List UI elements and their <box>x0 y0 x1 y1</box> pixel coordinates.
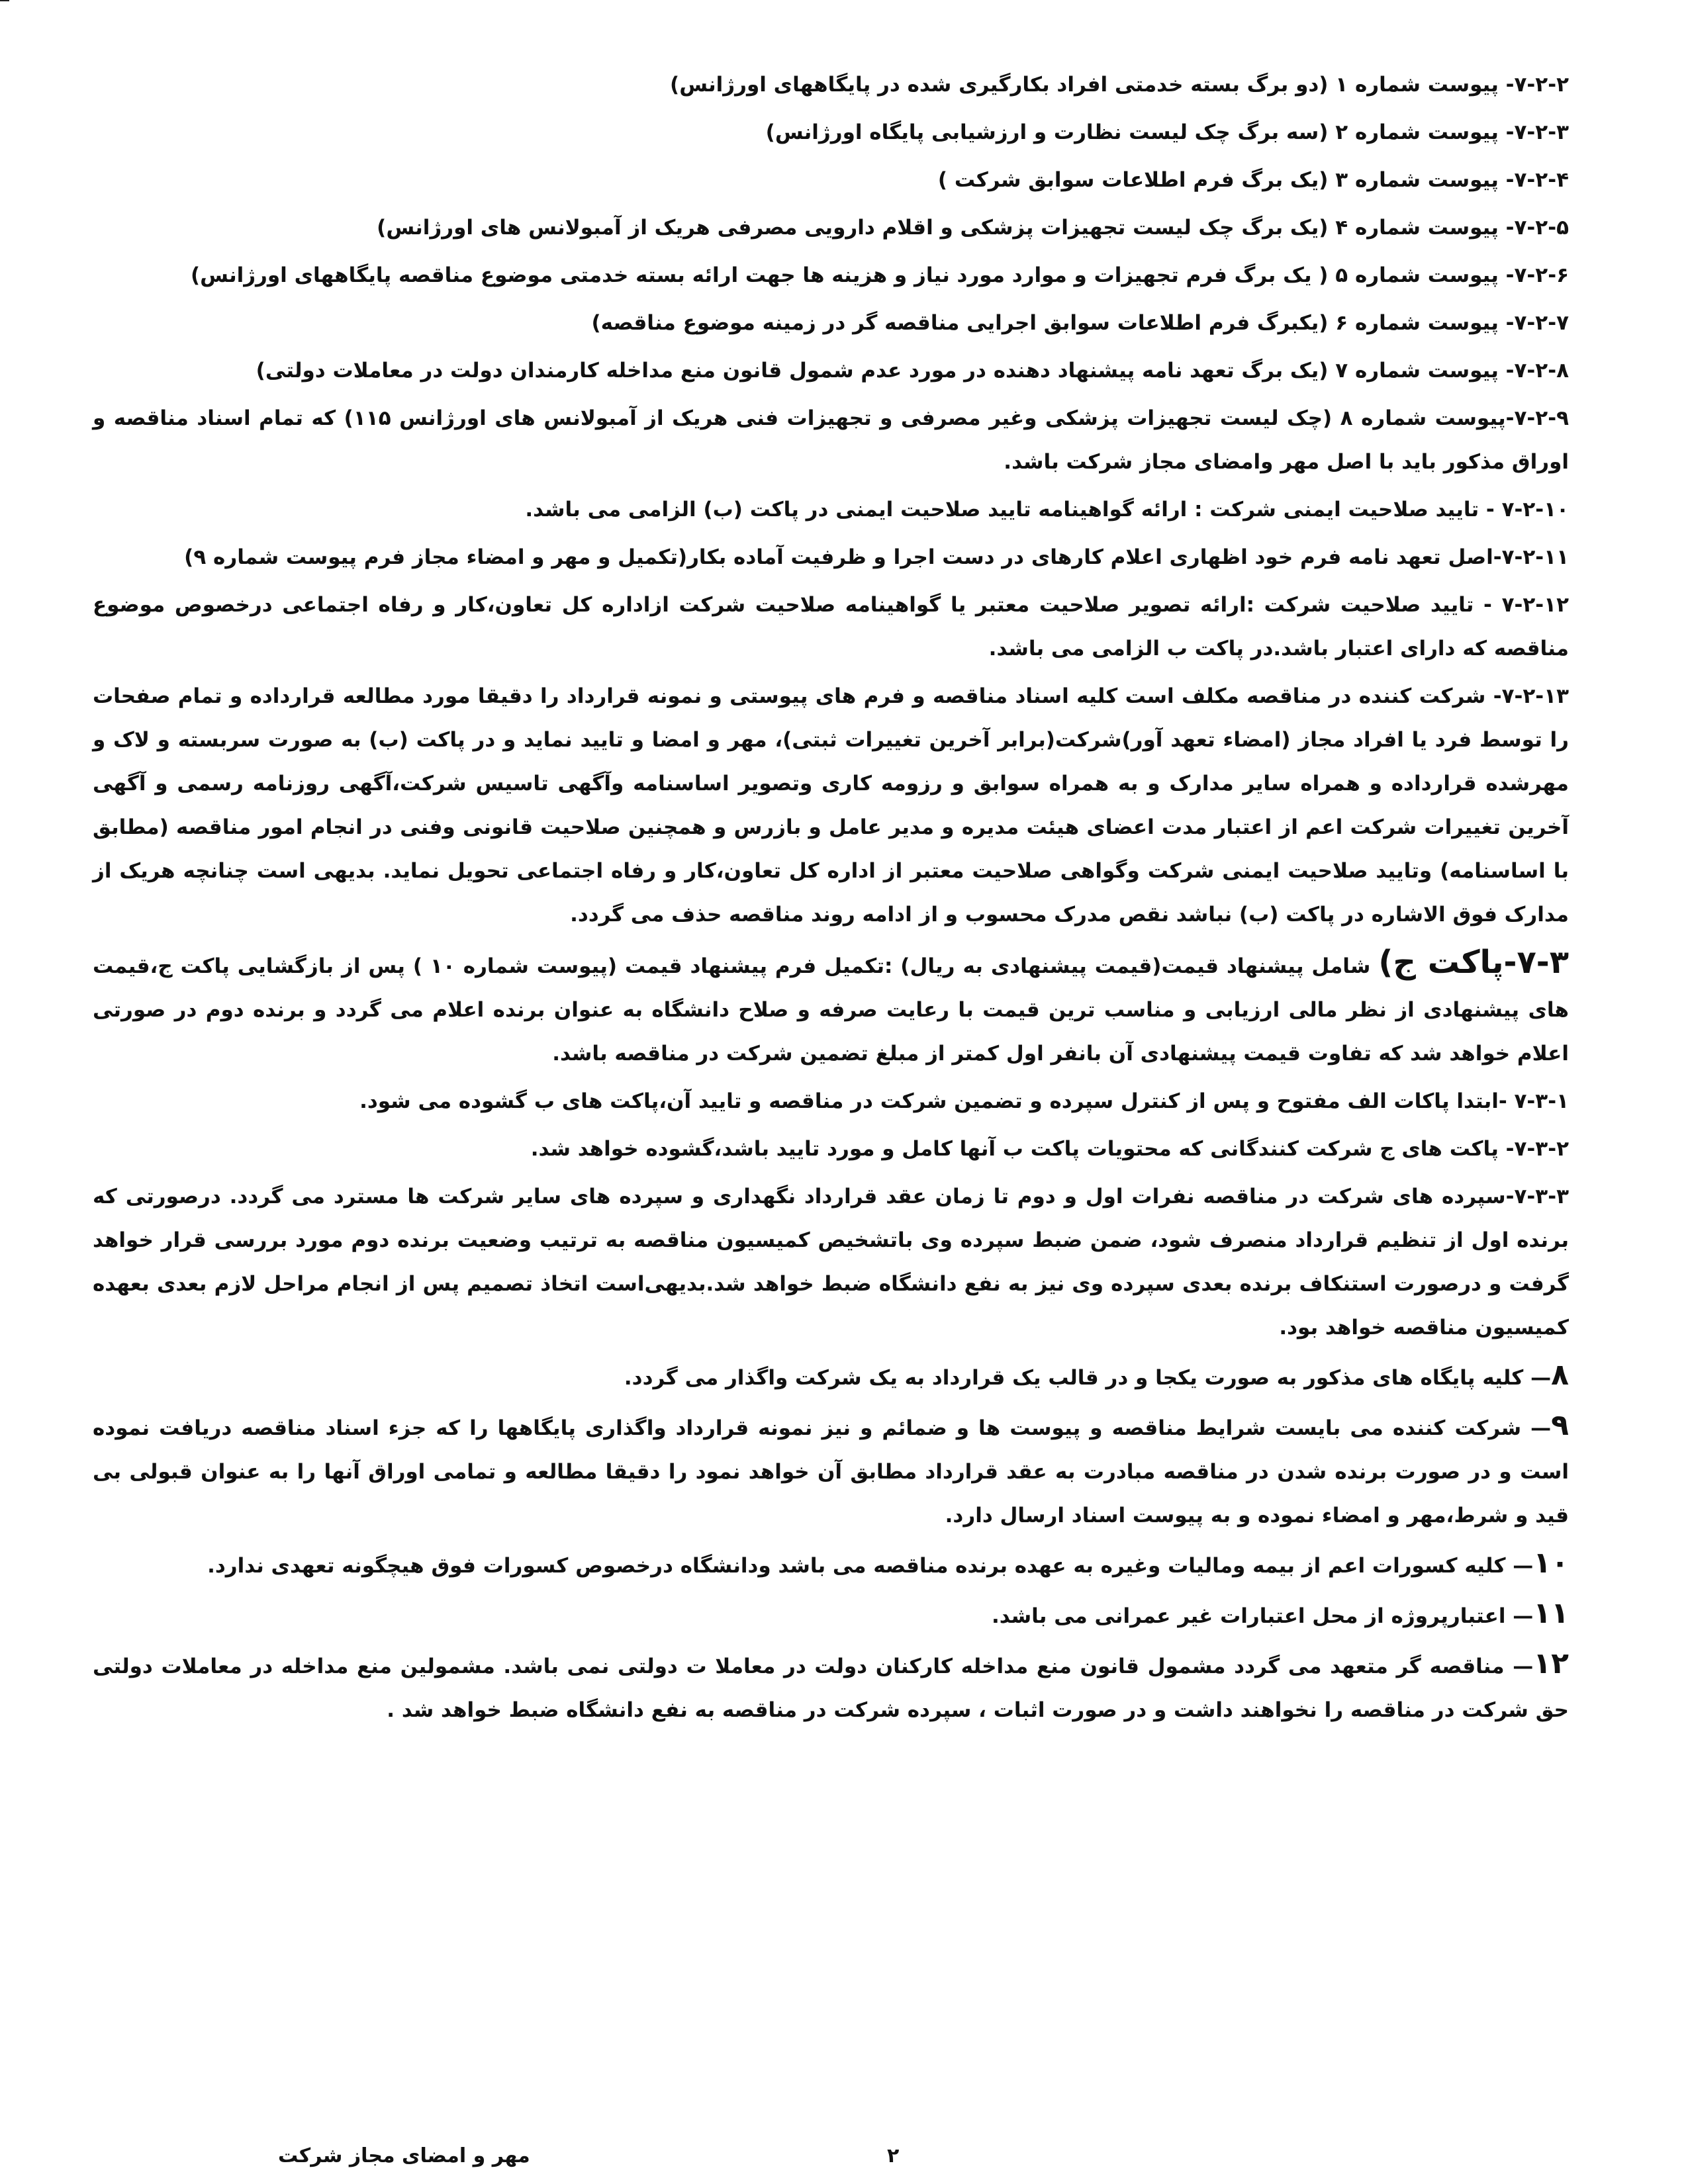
clause-12-number: ۱۲ <box>1533 1647 1569 1680</box>
signature-label: مهر و امضای مجاز شرکت <box>278 2144 530 2167</box>
clause-12 <box>93 1642 1569 1732</box>
section-7-3-heading: ۷-۳-پاکت ج) <box>1378 944 1569 981</box>
document-body <box>93 63 1569 1736</box>
clause-8 <box>93 1353 1569 1400</box>
section-7-3-body: شامل پیشنهاد قیمت(قیمت پیشنهادی به ریال) :تکمیل فرم پیشنهاد قیمت (پیوست شماره ۱۰ ) پس از بازگشایی پاکت ج،قیمت های پیشنهادی از نظر مالی ارزیابی و مناسب ترین قیمت با رعایت صرفه و صلاح دانشگاه به عنوان برنده اعلام می گردد و برنده دوم در صورتی اعلام خواهد شد که تفاوت قیمت پیشنهادی آن بانفر اول کمتر از مبلغ تضمین شرکت در مناقصه باشد. <box>93 954 1569 1066</box>
item-7-2-4: ۷-۲-۴- پیوست شماره ۳ (یک برگ فرم اطلاعات سوابق شرکت ) <box>937 168 1569 192</box>
clause-11-text: — اعتبارپروژه از محل اعتبارات غیر عمرانی می باشد. <box>991 1604 1534 1628</box>
item-7-2-10: ۷-۲-۱۰ - تایید صلاحیت ایمنی شرکت : ارائه گواهینامه تایید صلاحیت ایمنی در پاکت (ب) الزامی می باشد. <box>525 498 1569 522</box>
clause-10 <box>93 1541 1569 1588</box>
clause-9-text: — شرکت کننده می بایست شرایط مناقصه و پیوست ها و ضمائم و نیز نمونه قرارداد واگذاری پایگاهها را که جزء اسناد مناقصه دریافت نموده است و در صورت برنده شدن در مناقصه مبادرت به عقد قرارداد مطابق آن خواهد نمود را دقیقا مطالعه و تمامی اوراق آنها را به عنوان قبولی بی قید و شرط،مهر و امضاء نموده و به پیوست اسناد ارسال دارد. <box>93 1416 1569 1527</box>
item-7-3-2: ۷-۳-۲- پاکت های ج شرکت کنندگانی که محتویات پاکت ب آنها کامل و مورد تایید باشد،گشوده خواهد شد. <box>530 1137 1569 1161</box>
item-7-2-7: ۷-۲-۷- پیوست شماره ۶ (یکبرگ فرم اطلاعات سوابق اجرایی مناقصه گر در زمینه موضوع مناقصه) <box>591 311 1569 335</box>
page-number: ۲ <box>887 2144 900 2167</box>
page-corner-mark <box>0 0 9 1</box>
item-7-3-1: ۷-۳-۱ -ابتدا پاکات الف مفتوح و پس از کنترل سپرده و تضمین شرکت در مناقصه و تایید آن،پاکت های ب گشوده می شود. <box>359 1089 1569 1113</box>
item-7-2-13: ۷-۲-۱۳- شرکت کننده در مناقصه مکلف است کلیه اسناد مناقصه و فرم های پیوستی و نمونه قرارداد را دقیقا مورد مطالعه قرارداده و تمام صفحات را توسط فرد یا افراد مجاز (امضاء تعهد آور)شرکت(برابر آخرین تغییرات ثبتی)، مهر و امضا و تایید نماید و در پاکت (ب) به صورت سربسته و لاک و مهرشده قرارداده و همراه سایر مدارک و به همراه سوابق و رزومه کاری وتصویر اساسنامه وآگهی تاسیس شرکت،آگهی روزنامه رسمی و آگهی آخرین تغییرات شرکت اعم از اعتبار مدت اعضای هیئت مدیره و مدیر عامل و بازرس و همچنین صلاحیت قانونی وفنی در انجام امور مناقصه (مطابق با اساسنامه) وتایید صلاحیت ایمنی شرکت وگواهی صلاحیت معتبر از اداره کل تعاون،کار و رفاه اجتماعی تحویل نماید. بدیهی است چنانچه هریک از مدارک فوق الاشاره در پاکت (ب) نباشد نقص مدرک محسوب و از ادامه روند مناقصه حذف می گردد. <box>93 684 1569 927</box>
item-7-2-6: ۷-۲-۶- پیوست شماره ۵ ( یک برگ فرم تجهیزات و موارد مورد نیاز و هزینه ها جهت ارائه بسته خدمتی موضوع مناقصه پایگاههای اورژانس) <box>190 263 1569 287</box>
clause-8-number: ۸ <box>1551 1358 1569 1392</box>
clause-12-text: — مناقصه گر متعهد می گردد مشمول قانون منع مداخله کارکنان دولت در معاملا ت دولتی نمی باشد. مشمولین منع مداخله در معاملات دولتی حق شرکت در مناقصه را نخواهند داشت و در صورت اثبات ، سپرده شرکت در مناقصه به نفع دانشگاه ضبط خواهد شد . <box>93 1655 1569 1722</box>
clause-9-number: ۹ <box>1551 1408 1569 1442</box>
clause-11 <box>93 1592 1569 1638</box>
clause-8-text: — کلیه پایگاه های مذکور به صورت یکجا و در قالب یک قرارداد به یک شرکت واگذار می گردد. <box>624 1366 1552 1390</box>
clause-9 <box>93 1404 1569 1537</box>
item-7-2-3: ۷-۲-۳- پیوست شماره ۲ (سه برگ چک لیست نظارت و ارزشیابی پایگاه اورژانس) <box>765 120 1569 144</box>
item-7-2-11: ۷-۲-۱۱-اصل تعهد نامه فرم خود اظهاری اعلام کارهای در دست اجرا و ظرفیت آماده بکار(تکمیل و مهر و امضاء مجاز فرم پیوست شماره ۹) <box>184 545 1569 569</box>
item-7-2-9: ۷-۲-۹-پیوست شماره ۸ (چک لیست تجهیزات پزشکی وغیر مصرفی و تجهیزات فنی هریک از آمبولانس های اورژانس ۱۱۵) که تمام اسناد مناقصه و اوراق مذکور باید با اصل مهر وامضای مجاز شرکت باشد. <box>93 406 1569 474</box>
item-7-2-2: ۷-۲-۲- پیوست شماره ۱ (دو برگ بسته خدمتی افراد بکارگیری شده در پایگاههای اورژانس) <box>670 73 1569 97</box>
clause-11-number: ۱۱ <box>1533 1596 1569 1630</box>
item-7-2-5: ۷-۲-۵- پیوست شماره ۴ (یک برگ چک لیست تجهیزات پزشکی و اقلام دارویی مصرفی هریک از آمبولانس های اورژانس) <box>377 216 1569 240</box>
page-footer <box>0 2144 1688 2184</box>
item-7-2-8: ۷-۲-۸- پیوست شماره ۷ (یک برگ تعهد نامه پیشنهاد دهنده در مورد عدم شمول قانون منع مداخله کارمندان دولت در معاملات دولتی) <box>256 359 1569 383</box>
clause-10-number: ۱۰ <box>1533 1546 1569 1580</box>
section-7-3 <box>93 940 1569 1075</box>
item-7-2-12: ۷-۲-۱۲ - تایید صلاحیت شرکت :ارائه تصویر صلاحیت معتبر یا گواهینامه صلاحیت شرکت ازاداره کل تعاون،کار و رفاه اجتماعی درخصوص موضوع مناقصه که دارای اعتبار باشد.در پاکت ب الزامی می باشد. <box>93 593 1569 660</box>
item-7-3-3: ۷-۳-۳-سپرده های شرکت در مناقصه نفرات اول و دوم تا زمان عقد قرارداد نگهداری و سپرده های سایر شرکت ها مسترد می گردد. درصورتی که برنده اول از تنظیم قرارداد منصرف شود، ضمن ضبط سپرده وی باتشخیص کمیسیون مناقصه به ترتیب وضعیت برنده دوم مورد بررسی قرار خواهد گرفت و درصورت استنکاف برنده بعدی سپرده وی نیز به نفع دانشگاه ضبط خواهد شد.بدیهی‌است اتخاذ تصمیم پس از انجام مراحل لازم بعدی بعهده کمیسیون مناقصه خواهد بود. <box>93 1185 1569 1340</box>
clause-10-text: — کلیه کسورات اعم از بیمه ومالیات وغیره به عهده برنده مناقصه می باشد ودانشگاه درخصوص کسورات فوق هیچگونه تعهدی ندارد. <box>207 1554 1534 1578</box>
